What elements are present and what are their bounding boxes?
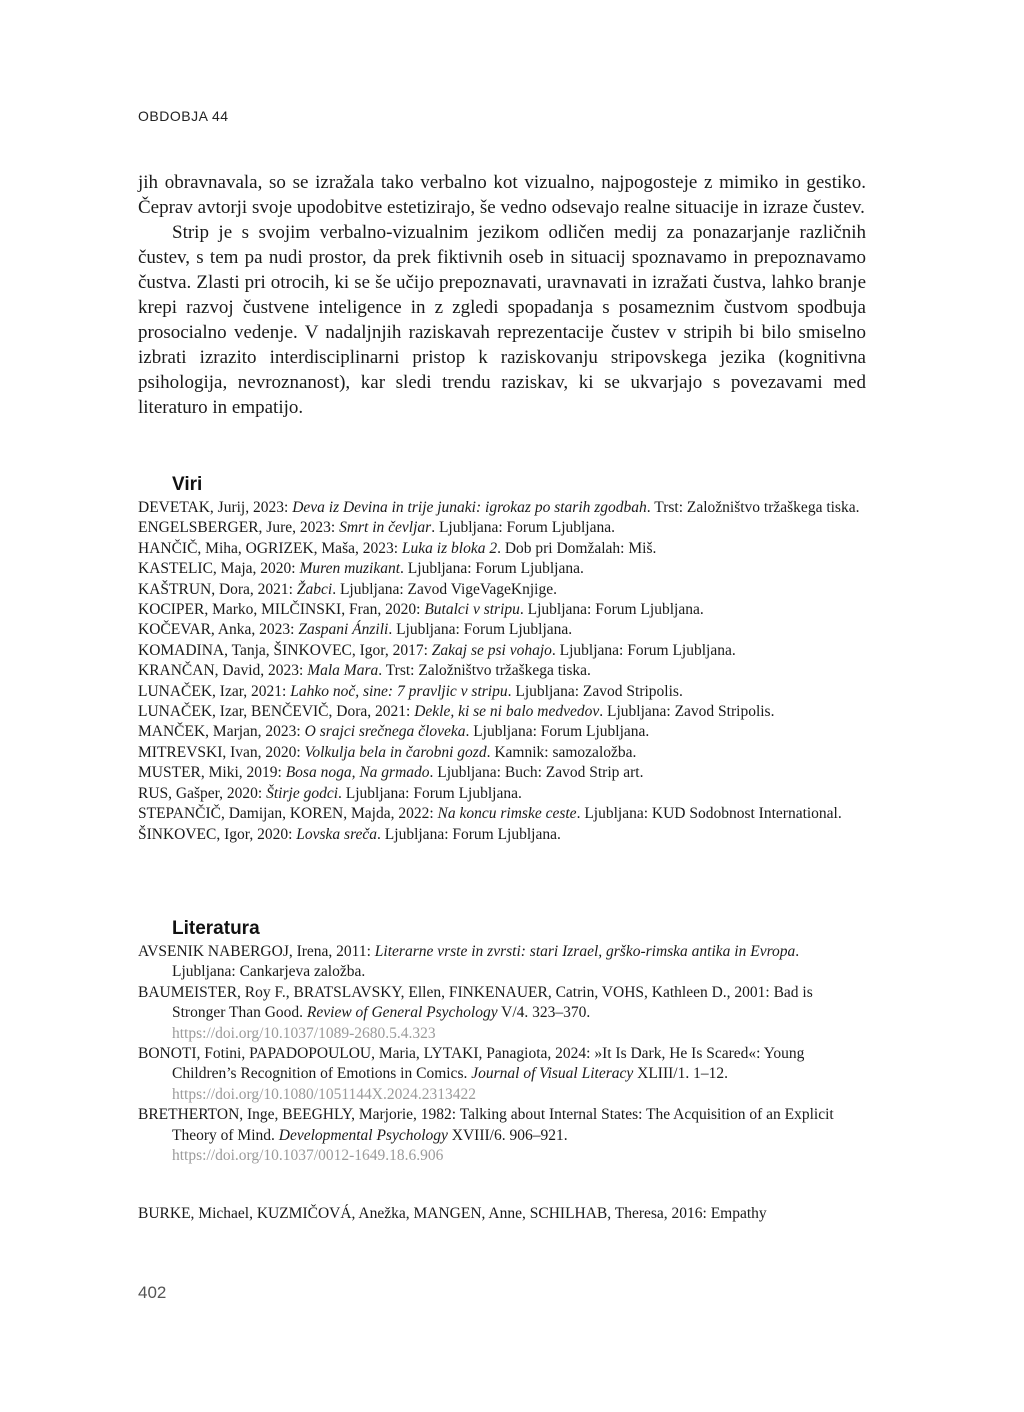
page-number: 402: [138, 1283, 167, 1302]
section-heading-viri: Viri: [172, 474, 203, 495]
reference-item: BRETHERTON, Inge, BEEGHLY, Marjorie, 1982: Talking about Internal States: The Acquisition of an Explicit Theory of Mind. Developmental Psychology XVIII/6. 906–921. https://doi.org/10.1037/0012-1649.18.6.906: [138, 1106, 834, 1165]
body-paragraph: jih obravnavala, so se izražala tako verbalno kot vizualno, najpogosteje z mimiko in gestiko. Čeprav avtorji svoje upodobitve estetizirajo, še vedno odsevajo realne situacije in izraze čustev.: [138, 172, 866, 218]
reference-item: KOCIPER, Marko, MILČINSKI, Fran, 2020: Butalci v stripu. Ljubljana: Forum Ljubljana.: [138, 601, 704, 619]
reference-item: ŠINKOVEC, Igor, 2020: Lovska sreča. Ljubljana: Forum Ljubljana.: [138, 825, 561, 843]
running-head: OBDOBJA 44: [138, 108, 229, 124]
sources-list: [138, 498, 866, 845]
reference-item: LUNAČEK, Izar, 2021: Lahko noč, sine: 7 pravljic v stripu. Ljubljana: Zavod Stripolis.: [138, 682, 683, 700]
reference-item: MITREVSKI, Ivan, 2020: Volkulja bela in čarobni gozd. Kamnik: samozaložba.: [138, 743, 637, 761]
reference-item: ENGELSBERGER, Jure, 2023: Smrt in čevljar. Ljubljana: Forum Ljubljana.: [138, 519, 616, 537]
reference-item: KAŠTRUN, Dora, 2021: Žabci. Ljubljana: Zavod VigeVageKnjige.: [138, 580, 557, 598]
reference-item: KOČEVAR, Anka, 2023: Zaspani Ánzili. Ljubljana: Forum Ljubljana.: [138, 621, 573, 639]
reference-item: BURKE, Michael, KUZMIČOVÁ, Anežka, MANGEN, Anne, SCHILHAB, Theresa, 2016: Empathy: [138, 1205, 767, 1223]
reference-item: KOMADINA, Tanja, ŠINKOVEC, Igor, 2017: Zakaj se psi vohajo. Ljubljana: Forum Ljubljana.: [138, 641, 736, 659]
reference-item: STEPANČIČ, Damijan, KOREN, Majda, 2022: Na koncu rimske ceste. Ljubljana: KUD Sodobnost International.: [138, 805, 842, 823]
reference-item: HANČIČ, Miha, OGRIZEK, Maša, 2023: Luka iz bloka 2. Dob pri Domžalah: Miš.: [138, 539, 657, 557]
doi-link[interactable]: https://doi.org/10.1080/1051144X.2024.2313422: [172, 1085, 476, 1103]
body-paragraph: Strip je s svojim verbalno-vizualnim jezikom odličen medij za ponazarjanje različnih čustev, s tem pa nudi prostor, da prek fiktivnih oseb in situacij spoznavamo in prepoznavamo čustva. Zlasti pri otrocih, ki se še učijo prepoznavati, uravnavati in izražati čustva, lahko branje krepi razvoj čustvene inteligence in z zgledi spopadanja s posameznim čustvom spodbuja prosocialno vedenje. V nadaljnjih raziskavah reprezentacije čustev v stripih bi bilo smiselno izbrati izrazito interdisciplinarni pristop k raziskovanju stripovskega jezika (kognitivna psihologija, nevroznanost), kar sledi trendu raziskav, ki se ukvarjajo s povezavami med literaturo in empatijo.: [138, 222, 866, 418]
reference-item: RUS, Gašper, 2020: Štirje godci. Ljubljana: Forum Ljubljana.: [138, 784, 522, 802]
reference-item: AVSENIK NABERGOJ, Irena, 2011: Literarne vrste in zvrsti: stari Izrael, grško-rimska antika in Evropa. Ljubljana: Cankarjeva založba.: [138, 943, 800, 981]
reference-item: BONOTI, Fotini, PAPADOPOULOU, Maria, LYTAKI, Panagiota, 2024: »It Is Dark, He Is Scared«: Young Children’s Recognition of Emotions in Comics. Journal of Visual Literacy XLIII/1. 1–12. https://doi.org/10.1080/1051144X.2024.2313422: [138, 1045, 805, 1103]
section-heading-literatura: Literatura: [172, 918, 260, 939]
body-text: [138, 170, 866, 420]
reference-item: LUNAČEK, Izar, BENČEVIČ, Dora, 2021: Dekle, ki se ni balo medvedov. Ljubljana: Zavod Stripolis.: [138, 703, 775, 721]
literature-list: [138, 942, 866, 1225]
doi-link[interactable]: https://doi.org/10.1037/1089-2680.5.4.323: [172, 1024, 436, 1042]
reference-item: KASTELIC, Maja, 2020: Muren muzikant. Ljubljana: Forum Ljubljana.: [138, 560, 584, 578]
reference-item: MANČEK, Marjan, 2023: O srajci srečnega človeka. Ljubljana: Forum Ljubljana.: [138, 723, 650, 741]
reference-item: DEVETAK, Jurij, 2023: Deva iz Devina in trije junaki: igrokaz po starih zgodbah. Trst: Založništvo tržaškega tiska.: [138, 499, 860, 516]
reference-item: MUSTER, Miki, 2019: Bosa noga, Na grmado. Ljubljana: Buch: Zavod Strip art.: [138, 764, 644, 782]
reference-item: KRANČAN, David, 2023: Mala Mara. Trst: Založništvo tržaškega tiska.: [138, 662, 591, 680]
reference-item: BAUMEISTER, Roy F., BRATSLAVSKY, Ellen, FINKENAUER, Catrin, VOHS, Kathleen D., 2001: Bad is Stronger Than Good. Review of General Psychology V/4. 323–370. https://doi.org/10.1037/1089-2680.5.4.323: [138, 983, 813, 1042]
doi-link[interactable]: https://doi.org/10.1037/0012-1649.18.6.906: [172, 1147, 444, 1165]
